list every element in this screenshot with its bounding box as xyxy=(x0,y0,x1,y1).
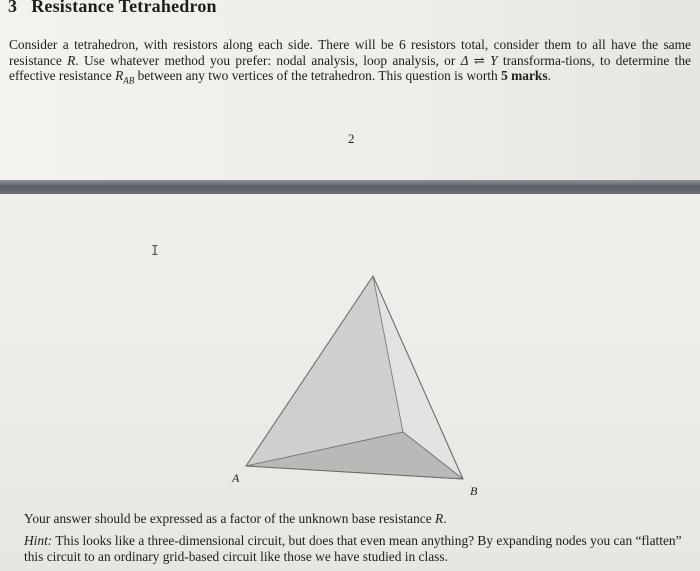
hint-label: Hint: xyxy=(24,533,53,548)
resistance-symbol: R xyxy=(435,511,444,526)
page-number: 2 xyxy=(348,131,355,146)
problem-text: transforma-tions, to determine the effective resistance xyxy=(9,52,691,84)
resistance-symbol: R xyxy=(67,52,76,68)
text-cursor-icon: I xyxy=(151,244,159,259)
problem-text: . Use whatever method you prefer: nodal analysis, loop analysis, or xyxy=(75,52,461,68)
hint-text: This looks like a three-dimensional circuit, but does that even mean anything? By expanding nodes you can “flatten” this circuit to an ordinary grid-based circuit like those we have studied in class. xyxy=(24,533,682,564)
marks-value: 5 marks xyxy=(501,68,548,84)
problem-statement: Consider a tetrahedron, with resistors along each side. There will be 6 resistors total, consider them to all have the same resistance R. Use whatever method you prefer: nodal analysis, loop analysis, or Δ ⇌ Y transforma-tions, to determine the effective resistance $R_{AB}$ between any two vertices of the tetrahedron. This question is worth 5 marks. xyxy=(9,37,691,86)
problem-text: Consider a tetrahedron, with resistors along each side. There will be 6 resistors total, consider them to all have the same resistance xyxy=(9,37,691,68)
delta-wye-symbol: Δ ⇌ Y xyxy=(460,52,498,68)
vertex-label-b: B xyxy=(470,484,478,498)
problem-text: between any two vertices of the tetrahedron. This question is worth xyxy=(134,68,502,84)
answer-instructions: Your answer should be expressed as a factor of the unknown base resistance R. xyxy=(24,511,447,526)
section-number: 3 xyxy=(8,0,18,16)
rab-symbol: $R_{AB}$ xyxy=(115,68,135,86)
hint-paragraph xyxy=(24,533,690,565)
vertex-label-a: A xyxy=(232,471,240,485)
section-title: Resistance Tetrahedron xyxy=(31,0,217,16)
